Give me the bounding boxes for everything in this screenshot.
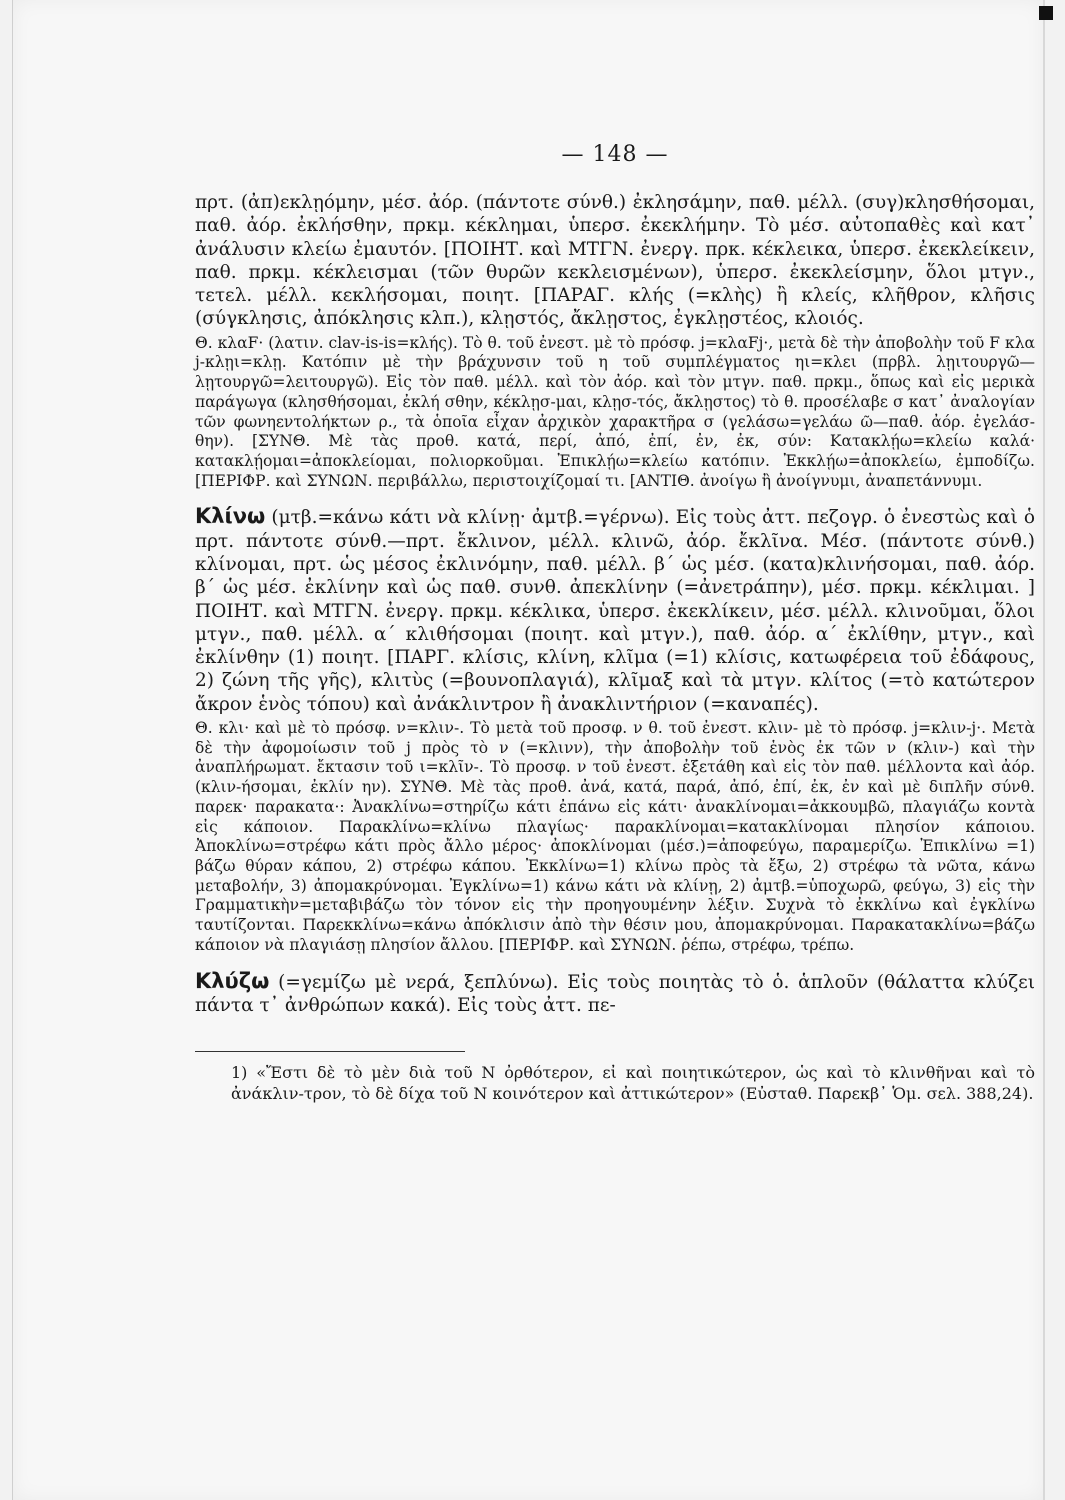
headword: Κλύζω (195, 968, 270, 993)
etymology-paragraph: Θ. κλι· καὶ μὲ τὸ πρόσφ. ν=κλιν-. Τὸ μετὰ τοῦ προσφ. ν θ. τοῦ ἐνεστ. κλιν- μὲ τὸ πρόσφ. j=κλιν-j·. Μετὰ δὲ τὴν ἀφομοίωσιν τοῦ j πρὸς τὸ ν (=κλινν), τὴν ἀποβολὴν τοῦ ἑνὸς ἐκ τῶν ν (κλιν-) καὶ τὴν ἀναπλήρωματ. ἔκτασιν τοῦ ι=κλῖν-. Τὸ προσφ. ν τοῦ ἐνεστ. ἐξετάθη καὶ εἰς τὸν παθ. μέλλοντα καὶ ἀόρ. (κλιν-ήσομαι, ἐκλίν ην). ΣΥΝΘ. Μὲ τὰς προθ. ἀνά, κατά, παρά, ἀπό, ἐπί, ἐκ, ἐν καὶ μὲ διπλῆν σύνθ. παρεκ· παρακατα·: Ἀνακλίνω=στηρίζω κάτι ἐπάνω εἰς κάτι· ἀνακλίνομαι=ἀκκουμβῶ, πλαγιάζω κοντὰ εἰς κάποιον. Παρακλίνω=κλίνω πλαγίως· παρακλίνομαι=κατακλίνομαι πλησίον κάποιου. Ἀποκλίνω=στρέφω κάτι πρὸς ἄλλο μέρος· ἀποκλίνομαι (μέσ.)=ἀποφεύγω, παραμερίζω. Ἐπικλίνω =1) βάζω θύραν κάπου, 2) στρέφω κάπου. Ἐκκλίνω=1) κλίνω πρὸς τὰ ἔξω, 2) στρέφω τὰ νῶτα, κάνω μεταβολήν, 3) ἀπομακρύνομαι. Ἐγκλίνω=1) κάνω κάτι νὰ κλίνῃ, 2) ἀμτβ.=ὑποχωρῶ, φεύγω, 3) εἰς τὴν Γραμματικὴν=μεταβιβάζω τὸν τόνον εἰς τὴν προηγουμένην λέξιν. Συχνὰ τὸ ἐκκλίνω καὶ ἐγκλίνω ταυτίζονται. Παρεκκλίνω=κάνω ἀπόκλισιν ἀπὸ τὴν θέσιν μου, ἀπομακρύνομαι. Παρακατακλίνω=βάζω κάποιον νὰ πλαγιάσῃ πλησίον ἄλλου. [ΠΕΡΙΦΡ. καὶ ΣΥΝΩΝ. ῥέπω, στρέφω, τρέπω. (195, 719, 1035, 954)
entry-paragraph (195, 505, 1035, 716)
entry-paragraph (195, 970, 1035, 1018)
footnote: 1) «Ἔστι δὲ τὸ μὲν διὰ τοῦ Ν ὀρθότερον, εἰ καὶ ποιητικώτερον, ὡς καὶ τὸ κλινθῆναι καὶ τὸ ἀνάκλιν-τρον, τὸ δὲ δίχα τοῦ Ν κοινότερον καὶ ἀττικώτερον» (Εὐσταθ. Παρεκβ᾽ Ὁμ. σελ. 388,24). (231, 1063, 1035, 1104)
entry-gap (195, 491, 1035, 505)
entry-klio-continuation (195, 191, 1035, 491)
scan-corner-mark (1039, 6, 1053, 20)
entry-klino (195, 505, 1035, 955)
headword: Κλίνω (195, 504, 266, 529)
footnote-divider (195, 1051, 465, 1052)
entry-text: (=γεμίζω μὲ νερά, ξεπλύνω). Εἰς τοὺς ποιητὰς τὸ ὁ. ἁπλοῦν (θάλαττα κλύζει πάντα τ᾽ ἀνθρώπων κακά). Εἰς τοὺς ἀττ. πε- (195, 971, 1035, 1016)
entry-gap (195, 956, 1035, 970)
entry-text: (μτβ.=κάνω κάτι νὰ κλίνῃ· ἀμτβ.=γέρνω). Εἰς τοὺς ἀττ. πεζογρ. ὁ ἐνεστὼς καὶ ὁ πρτ. πάντοτε σύνθ.—πρτ. ἔκλινον, μέλλ. κλινῶ, ἀόρ. ἔκλῖνα. Μέσ. (πάντοτε σύνθ.) κλίνομαι, πρτ. ὡς μέσος ἐκλινόμην, παθ. μέλλ. β΄ ὡς μέσ. (κατα)κλινήσομαι, παθ. ἀόρ. β΄ ὡς μέσ. ἐκλίνην καὶ ὡς παθ. συνθ. ἀπεκλίνην (=ἀνετράπην), μέσ. πρκμ. κέκλιμαι. ] ΠΟΙΗΤ. καὶ ΜΤΓΝ. ἐνεργ. πρκμ. κέκλικα, ὑπερσ. ἐκεκλίκειν, μέσ. μέλλ. κλινοῦμαι, ὅλοι μτγν., παθ. μέλλ. α΄ κλιθήσομαι (ποιητ. καὶ μτγν.), παθ. ἀόρ. α΄ ἐκλίθην, μτγν., καὶ ἐκλίνθην (1) ποιητ. [ΠΑΡΓ. κλίσις, κλίνη, κλῖμα (=1) κλίσις, κατωφέρεια τοῦ ἐδάφους, 2) ζώνη τῆς γῆς), κλιτὺς (=βουνοπλαγιά), κλῖμαξ καὶ τὰ μτγν. κλίτος (=τὸ κατώτερον ἄκρον ἑνὸς τόπου) καὶ ἀνάκλιντρον ἢ ἀνακλιντήριον (=καναπές). (195, 507, 1035, 715)
page-number: — 148 — (561, 142, 669, 167)
entry-klyzo (195, 970, 1035, 1018)
page-content (195, 142, 1035, 1104)
entry-paragraph: πρτ. (ἀπ)εκλῃόμην, μέσ. ἀόρ. (πάντοτε σύνθ.) ἐκλησάμην, παθ. μέλλ. (συγ)κλησθήσομαι, παθ. ἀόρ. ἐκλήσθην, πρκμ. κέκλημαι, ὑπερσ. ἐκεκλήμην. Τὸ μέσ. αὐτοπαθὲς καὶ κατ᾽ ἀνάλυσιν κλείω ἐμαυτόν. [ΠΟΙΗΤ. καὶ ΜΤΓΝ. ἐνεργ. πρκ. κέκλεικα, ὑπερσ. ἐκεκλείκειν, παθ. πρκμ. κέκλεισμαι (τῶν θυρῶν κεκλεισμένων), ὑπερσ. ἐκεκλείσμην, ὅλοι μτγν., τετελ. μέλλ. κεκλήσομαι, ποιητ. [ΠΑΡΑΓ. κλής (=κλὴς) ἢ κλείς, κλῆθρον, κλῆσις (σύγκλησις, ἀπόκλησις κλπ.), κλῃστός, ἄκλῃστος, ἐγκλῃστέος, κλοιός. (195, 192, 1035, 330)
etymology-paragraph: Θ. κλαF· (λατιν. clav-is-is=κλής). Τὸ θ. τοῦ ἐνεστ. μὲ τὸ πρόσφ. j=κλαFj·, μετὰ δὲ τὴν ἀποβολὴν τοῦ F κλα j-κλῃι=κλῃ. Κατόπιν μὲ τὴν βράχυνσιν τοῦ η τοῦ συμπλέγματος ηι=κλει (πρβλ. λῃιτουργῶ—λῃτουργῶ=λειτουργῶ). Εἰς τὸν παθ. μέλλ. καὶ τὸν ἀόρ. καὶ τὸν μτγν. παθ. πρκμ., ὅπως καὶ εἰς μερικὰ παράγωγα (κλησθήσομαι, ἐκλή σθην, κέκλῃσ-μαι, κλῃσ-τός, ἄκλῃστος) τὸ θ. προσέλαβε σ κατ᾽ ἀναλογίαν τῶν φωνηεντολήκτων ρ., τὰ ὁποῖα εἶχαν ἀρχικὸν χαρακτῆρα σ (γελάσω=γελάω ῶ—παθ. ἀόρ. ἐγελάσ-θην). [ΣΥΝΘ. Μὲ τὰς προθ. κατά, περί, ἀπό, ἐπί, ἐν, ἐκ, σύν: Κατακλῄω=κλείω καλά· κατακλῄομαι=ἀποκλείομαι, πολιορκοῦμαι. Ἐπικλῄω=κλείω κατόπιν. Ἐκκλῄω=ἀποκλείω, ἐμποδίζω. [ΠΕΡΙΦΡ. καὶ ΣΥΝΩΝ. περιβάλλω, περιστοιχίζομαί τι. [ΑΝΤΙΘ. ἀνοίγω ἢ ἀνοίγνυμι, ἀναπετάννυμι. (195, 333, 1035, 490)
